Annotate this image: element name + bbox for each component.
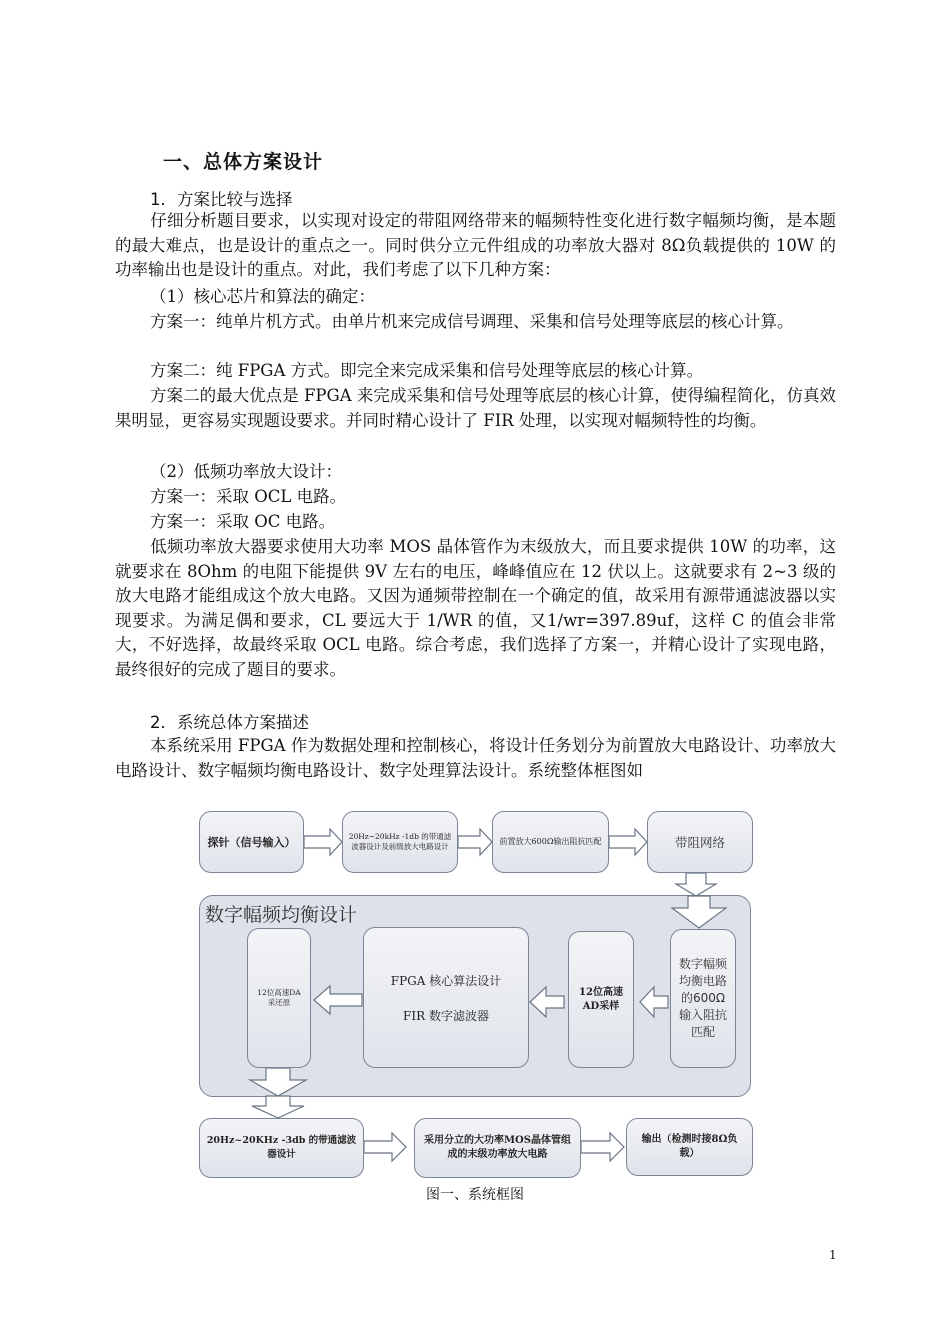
preamp-box: 前置放大600Ω输出阻抗匹配	[492, 811, 609, 873]
subsection-title-1: 1．方案比较与选择	[150, 190, 293, 209]
arrow-right-2	[458, 829, 492, 855]
sub-heading-power: （2）低频功率放大设计：	[150, 462, 342, 481]
arrow-right-5	[581, 1133, 624, 1161]
paragraph-system: 本系统采用 FPGA 作为数据处理和控制核心，将设计任务划分为前置放大电路设计、功率放大电路设计、数字幅频均衡电路设计、数字处理算法设计。系统整体框图如	[115, 736, 836, 780]
fpga-line-2: FIR 数字滤波器	[403, 1008, 489, 1023]
dac-box: 12位高速DA采还原	[247, 928, 311, 1068]
arrow-left-2	[530, 987, 564, 1017]
bandpass-pre-box: 20Hz~20kHz -1db 的带通滤波器设计及前级放大电路设计	[342, 811, 458, 873]
fpga-core-box	[363, 927, 529, 1068]
arrow-down-3	[250, 1068, 306, 1096]
arrow-left-1	[640, 987, 668, 1017]
arrow-right-3	[609, 829, 647, 855]
paragraph-power-amp: 低频功率放大器要求使用大功率 MOS 晶体管作为末级放大，而且要求提供 10W 的功率，这就要求在 8Ohm 的电阻下能提供 9V 左右的电压，峰峰值应在 12 伏以上。这就要求有 2~3 级的放大电路才能组成这个放大电路。又因为通频带控制在一个确定的值，故采用有源带通滤波器以实现要求。为满足偶和要求，CL 要远大于 1/WR 的值，又1/wr=397.89uf，这样 C 的值会非常大，不好选择，故最终采取 OCL 电路。综合考虑，我们选择了方案一，并精心设计了实现电路，最终很好的完成了题目的要求。	[115, 537, 836, 679]
figure-caption: 图一、系统框图	[426, 1187, 524, 1203]
arrow-down-1	[676, 873, 716, 896]
dsp-group-title: 数字幅频均衡设计	[205, 904, 358, 926]
sub-heading-core: （1）核心芯片和算法的确定：	[150, 287, 375, 306]
section-heading: 一、总体方案设计	[163, 151, 324, 173]
paragraph-ocl: 方案一：采取 OCL 电路。	[150, 487, 347, 506]
paragraph-plan1: 方案一：纯单片机方式。由单片机来完成信号调理、采集和信号处理等底层的核心计算。	[150, 312, 794, 331]
power-amp-box: 采用分立的大功率MOS晶体管组成的末级功率放大电路	[414, 1118, 581, 1178]
probe-input-box: 探针（信号输入）	[199, 811, 304, 873]
eq-input-box: 数字幅频均衡电路的600Ω输入阻抗匹配	[670, 929, 736, 1068]
paragraph-advantage: 方案二的最大优点是 FPGA 来完成采集和信号处理等底层的核心计算，使得编程简化，仿真效果明显，更容易实现题设要求。并同时精心设计了 FIR 处理，以实现对幅频特性的均衡。	[115, 386, 836, 430]
arrow-down-4	[252, 1096, 304, 1118]
arrow-down-2	[672, 896, 726, 928]
output-box: 输出（检测时接8Ω负载）	[626, 1118, 753, 1176]
notch-network-box: 带阻网络	[647, 811, 753, 873]
fpga-line-1: FPGA 核心算法设计	[390, 973, 502, 988]
page-number: 1	[829, 1248, 837, 1262]
arrow-left-3	[314, 986, 362, 1014]
arrow-right-4	[364, 1133, 406, 1161]
paragraph-plan2: 方案二：纯 FPGA 方式。即完全来完成采集和信号处理等底层的核心计算。	[150, 361, 704, 380]
subsection-title-2: 2．系统总体方案描述	[150, 713, 309, 732]
paragraph-oc: 方案一：采取 OC 电路。	[150, 512, 336, 531]
adc-box: 12位高速AD采样	[568, 931, 634, 1068]
paragraph-intro: 仔细分析题目要求，以实现对设定的带阻网络带来的幅频特性变化进行数字幅频均衡，是本题的最大难点，也是设计的重点之一。同时供分立元件组成的功率放大器对 8Ω负载提供的 10W 的功率输出也是设计的重点。对此，我们考虑了以下几种方案：	[115, 211, 836, 279]
arrow-right-1	[304, 829, 342, 855]
bandpass-post-box: 20Hz~20KHz -3db 的带通滤波器设计	[199, 1118, 364, 1178]
